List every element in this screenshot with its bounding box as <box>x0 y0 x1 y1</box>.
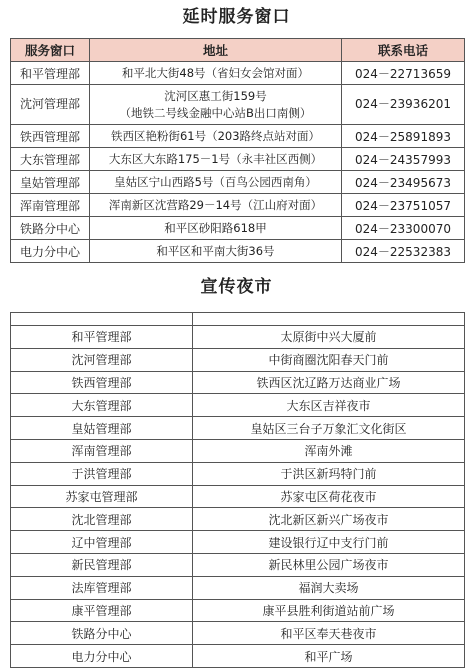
window-address: 和平北大街48号（省妇女会馆对面） <box>90 62 342 85</box>
market-location: 浑南外滩 <box>193 439 465 462</box>
market-dept: 皇姑管理部 <box>11 417 193 440</box>
window-address <box>90 85 342 125</box>
window-phone: 024－23495673 <box>342 171 465 194</box>
market-dept: 铁西管理部 <box>11 371 193 394</box>
table-row <box>11 217 465 240</box>
window-address: 皇姑区宁山西路5号（百鸟公园西南角） <box>90 171 342 194</box>
market-location: 大东区吉祥夜市 <box>193 394 465 417</box>
window-address: 浑南新区沈营路29－14号（江山府对面） <box>90 194 342 217</box>
market-location: 皇姑区三台子万象汇文化街区 <box>193 417 465 440</box>
window-address-line2: （地铁二号线金融中心站B出口南侧） <box>119 105 312 120</box>
window-address: 大东区大东路175－1号（永丰社区西侧） <box>90 148 342 171</box>
blank-cell <box>11 313 193 326</box>
market-dept: 法库管理部 <box>11 576 193 599</box>
table-row <box>11 326 465 349</box>
window-name: 大东管理部 <box>11 148 90 171</box>
window-address: 和平区砂阳路618甲 <box>90 217 342 240</box>
market-dept: 电力分中心 <box>11 645 193 668</box>
table-row <box>11 439 465 462</box>
window-name: 浑南管理部 <box>11 194 90 217</box>
night-market-title: 宣传夜市 <box>200 277 273 297</box>
header-phone: 联系电话 <box>342 39 465 62</box>
market-location: 于洪区新玛特门前 <box>193 462 465 485</box>
market-dept: 苏家屯管理部 <box>11 485 193 508</box>
table-row <box>11 394 465 417</box>
table-row <box>11 599 465 622</box>
market-location: 康平县胜利街道站前广场 <box>193 599 465 622</box>
market-location: 铁西区沈辽路万达商业广场 <box>193 371 465 394</box>
table-row <box>11 508 465 531</box>
table-row <box>11 85 465 125</box>
market-location: 和平广场 <box>193 645 465 668</box>
table-row <box>11 531 465 554</box>
window-name: 沈河管理部 <box>11 85 90 125</box>
night-market-table <box>10 312 465 668</box>
table-row <box>11 371 465 394</box>
table-row <box>11 485 465 508</box>
market-location: 和平区奉天巷夜市 <box>193 622 465 645</box>
table-row <box>11 194 465 217</box>
table-row <box>11 62 465 85</box>
header-window: 服务窗口 <box>11 39 90 62</box>
market-dept: 和平管理部 <box>11 326 193 349</box>
market-dept: 辽中管理部 <box>11 531 193 554</box>
window-name: 电力分中心 <box>11 240 90 263</box>
market-dept: 铁路分中心 <box>11 622 193 645</box>
window-phone: 024－24357993 <box>342 148 465 171</box>
window-phone: 024－25891893 <box>342 125 465 148</box>
service-windows-title: 延时服务窗口 <box>182 7 291 27</box>
header-address: 地址 <box>90 39 342 62</box>
window-phone: 024－23936201 <box>342 85 465 125</box>
table-row <box>11 148 465 171</box>
market-location: 建设银行辽中支行门前 <box>193 531 465 554</box>
market-location: 福润大卖场 <box>193 576 465 599</box>
market-location: 苏家屯区荷花夜市 <box>193 485 465 508</box>
market-location: 中街商圈沈阳春天门前 <box>193 348 465 371</box>
table-row <box>11 576 465 599</box>
blank-cell <box>193 313 465 326</box>
window-phone: 024－23300070 <box>342 217 465 240</box>
window-phone: 024－22713659 <box>342 62 465 85</box>
window-address: 铁西区艳粉街61号（203路终点站对面） <box>90 125 342 148</box>
table-row <box>11 240 465 263</box>
market-dept: 浑南管理部 <box>11 439 193 462</box>
table-row <box>11 125 465 148</box>
window-name: 和平管理部 <box>11 62 90 85</box>
market-location: 沈北新区新兴广场夜市 <box>193 508 465 531</box>
service-windows-table <box>10 38 465 263</box>
table-blank-header-row <box>11 313 465 326</box>
table-row <box>11 553 465 576</box>
market-dept: 康平管理部 <box>11 599 193 622</box>
market-dept: 沈北管理部 <box>11 508 193 531</box>
market-dept: 新民管理部 <box>11 553 193 576</box>
table-row <box>11 462 465 485</box>
market-dept: 于洪管理部 <box>11 462 193 485</box>
market-location: 新民林里公园广场夜市 <box>193 553 465 576</box>
market-dept: 大东管理部 <box>11 394 193 417</box>
window-name: 皇姑管理部 <box>11 171 90 194</box>
table-header-row <box>11 39 465 62</box>
table-row <box>11 348 465 371</box>
table-row <box>11 645 465 668</box>
window-name: 铁西管理部 <box>11 125 90 148</box>
window-phone: 024－22532383 <box>342 240 465 263</box>
market-dept: 沈河管理部 <box>11 348 193 371</box>
window-phone: 024－23751057 <box>342 194 465 217</box>
table-row <box>11 622 465 645</box>
window-address-line1: 沈河区惠工街159号 <box>164 88 267 103</box>
table-row <box>11 417 465 440</box>
window-name: 铁路分中心 <box>11 217 90 240</box>
window-address: 和平区和平南大街36号 <box>90 240 342 263</box>
market-location: 太原街中兴大厦前 <box>193 326 465 349</box>
table-row <box>11 171 465 194</box>
